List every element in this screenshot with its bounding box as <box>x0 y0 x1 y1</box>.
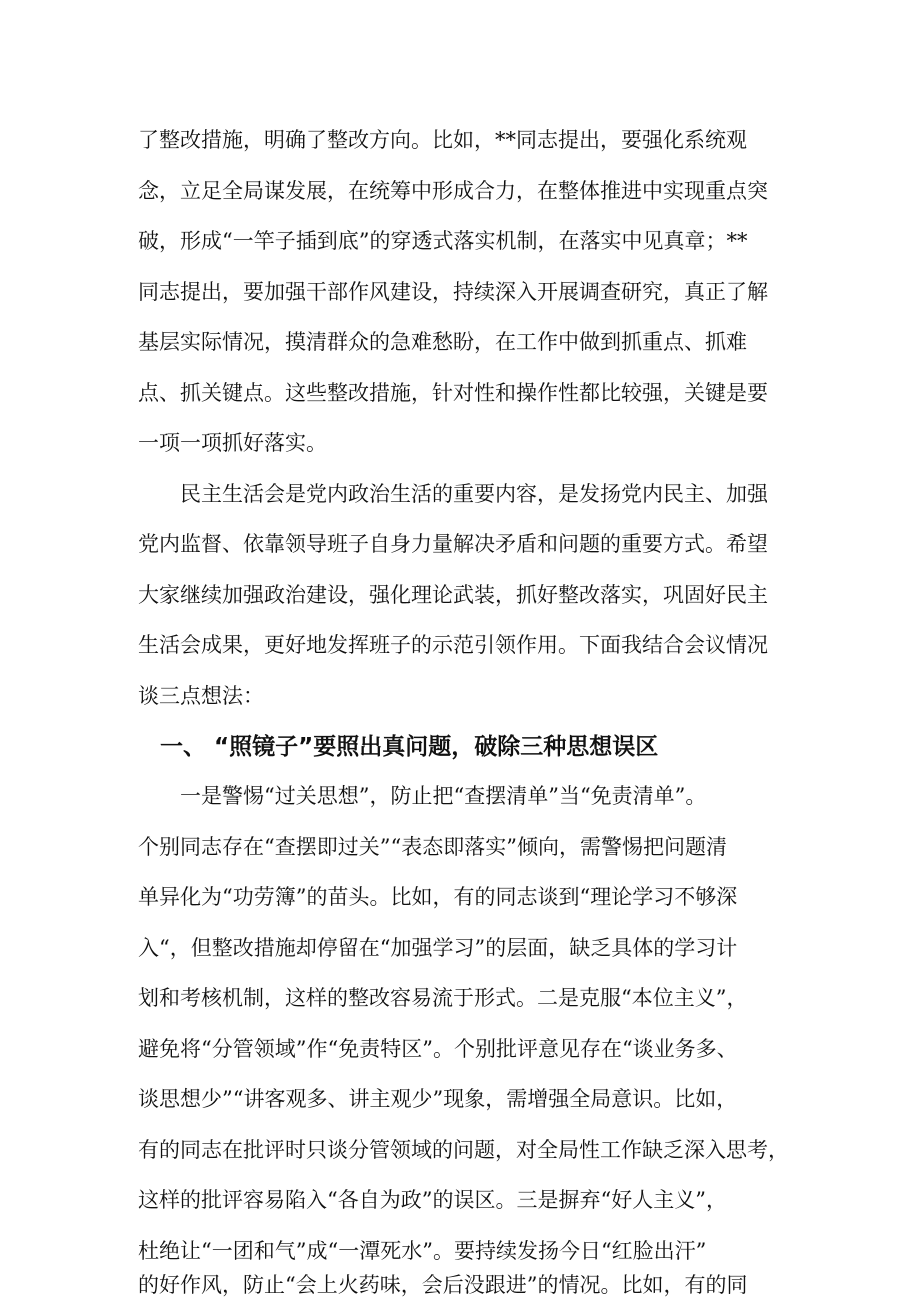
paragraph-line: 了整改措施，明确了整改方向。比如，**同志提出，要强化系统观 <box>138 128 747 152</box>
paragraph-line: 谈思想少”“讲客观多、讲主观少”现象，需增强全局意识。比如， <box>138 1087 738 1111</box>
paragraph-line: 谈三点想法： <box>138 684 264 708</box>
paragraph-line: 有的同志在批评时只谈分管领域的问题，对全局性工作缺乏深入思考， <box>138 1138 789 1162</box>
paragraph-line: 的好作风，防止“会上火药味，会后没跟进”的情况。比如，有的同 <box>138 1273 748 1297</box>
paragraph-line: 党内监督、依靠领导班子自身力量解决矛盾和问题的重要方式。希望 <box>138 532 768 556</box>
paragraph-line: 念，立足全局谋发展，在统筹中形成合力，在整体推进中实现重点突 <box>138 179 768 203</box>
paragraph-line: 点、抓关键点。这些整改措施，针对性和操作性都比较强，关键是要 <box>138 381 768 405</box>
paragraph-line: 大家继续加强政治建设，强化理论武装，抓好整改落实，巩固好民主 <box>138 583 768 607</box>
paragraph-line: 杜绝让“一团和气”成“一潭死水”。要持续发扬今日“红脸出汗” <box>138 1239 707 1263</box>
paragraph-line: 生活会成果，更好地发挥班子的示范引领作用。下面我结合会议情况 <box>138 633 768 657</box>
paragraph-line: 同志提出，要加强干部作风建设，持续深入开展调查研究，真正了解 <box>138 280 768 304</box>
paragraph-line: 入“，但整改措施却停留在“加强学习”的层面，缺乏具体的学习计 <box>138 936 738 960</box>
paragraph-line: 破，形成“一竿子插到底”的穿透式落实机制，在落实中见真章；** <box>138 229 748 253</box>
paragraph-line: 民主生活会是党内政治生活的重要内容，是发扬党内民主、加强 <box>180 482 768 506</box>
paragraph-line: 避免将“分管领域”作“免责特区”。个别批评意见存在“谈业务多、 <box>138 1037 738 1061</box>
paragraph-line: 个别同志存在“查摆即过关”“表态即落实”倾向，需警惕把问题清 <box>138 835 727 859</box>
paragraph-line: 一是警惕“过关思想”，防止把“查摆清单”当“免责清单”。 <box>180 784 707 808</box>
paragraph-line: 划和考核机制，这样的整改容易流于形式。二是克服“本位主义”， <box>138 986 748 1010</box>
section-heading: 一、 “照镜子”要照出真问题，破除三种思想误区 <box>160 734 659 760</box>
paragraph-line: 基层实际情况，摸清群众的急难愁盼，在工作中做到抓重点、抓难 <box>138 330 747 354</box>
paragraph-line: 单异化为“功劳簿”的苗头。比如，有的同志谈到“理论学习不够深 <box>138 885 738 909</box>
paragraph-line: 一项一项抓好落实。 <box>138 431 327 455</box>
paragraph-line: 这样的批评容易陷入“各自为政”的误区。三是摒弃“好人主义”， <box>138 1188 727 1212</box>
